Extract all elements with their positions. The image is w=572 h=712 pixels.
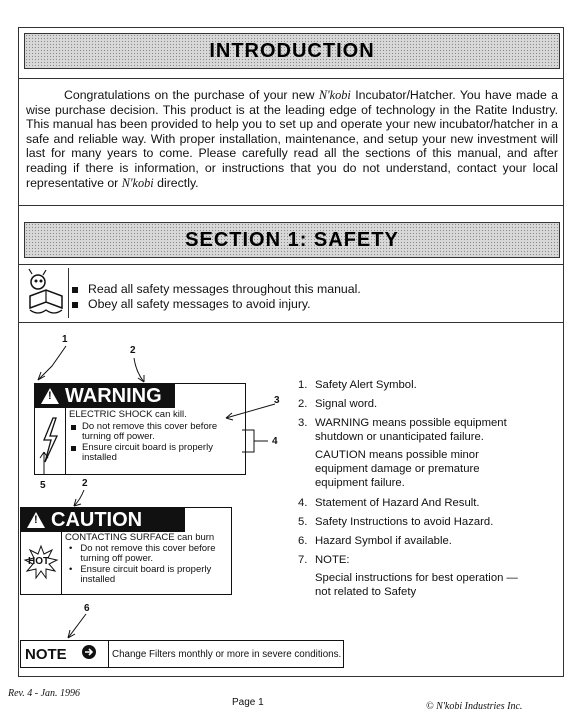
callout-arrow [28,344,88,388]
caution-header [21,508,185,532]
divider [18,322,564,323]
safety-alert-icon: ! [41,388,59,404]
legend-subtext: Special instructions for best operation — not related to Safety [315,572,518,598]
introduction-banner [24,33,560,69]
warning-header [35,384,175,408]
divider [18,264,564,265]
intro-part-2: Incubator/Hatcher. You have made a wise purchase decision. This product is at the leading edge of technology in the Ratite Industry. This manual has been provided to help you to set up and operate your new incubator/hatcher in a safe and reliable way. With proper installation, maintenance, and setup your new investment will last for many years to come. Please carefully read all the sections of this manual, and after reading if there is information, or instructions that you do not understand, contact your local representative or [26,88,558,190]
hot-surface-icon [21,532,62,594]
note-header [21,641,109,667]
list-item: • Do not remove this cover before turning off power. [65,544,220,565]
caution-label-example [20,507,232,595]
legend-text: Safety Instructions to avoid Hazard. [315,516,494,528]
instruction-text: Do not remove this cover before turning off power. [82,420,218,442]
note-arrow-icon [81,644,97,664]
callout-number: 1 [62,334,68,345]
list-item [69,422,245,443]
brand-name: N'kobi [318,88,351,102]
copyright-label: © N'kobi Industries Inc. [426,701,523,712]
legend-text: Safety Alert Symbol. [315,379,417,391]
divider [18,78,564,79]
bullet-text: Read all safety messages throughout this manual. [88,282,361,296]
callout-number: 3 [274,395,280,406]
list-item: 4. Statement of Hazard And Result. [298,497,480,509]
callout-number: 4 [272,436,278,447]
legend-text: NOTE: [315,554,350,566]
legend-text: WARNING means possible equipment shutdown or unanticipated failure. [315,417,507,443]
list-item: 7. NOTE: [298,554,350,566]
revision-label: Rev. 4 - Jan. 1996 [8,688,81,699]
hazard-statement: ELECTRIC SHOCK can kill. [69,409,187,420]
divider [18,205,564,206]
instruction-text: Ensure circuit board is properly installed [82,441,213,463]
list-item [72,282,361,297]
caution-text [65,533,220,586]
note-label: NOTE [25,645,67,663]
intro-part-3: directly. [157,175,199,190]
legend-text: Hazard Symbol if available. [315,535,452,547]
hot-label: HOT [28,556,50,567]
brand-name: N'kobi [121,175,154,190]
lightning-bolt-icon [35,408,66,474]
warning-signal-word: WARNING [65,384,162,407]
list-item [72,297,361,312]
caution-signal-word: CAUTION [51,508,143,531]
safety-legend-list [298,378,528,605]
legend-subtext: CAUTION means possible minor equipment damage or premature equipment failure. [315,449,480,489]
list-item: • Ensure circuit board is properly installed [65,565,220,586]
safety-bullets [72,282,361,312]
list-item: 1. Safety Alert Symbol. [298,379,417,391]
hazard-statement: CONTACTING SURFACE can burn [65,532,215,543]
legend-text: Statement of Hazard And Result. [315,497,480,509]
bookworm-reading-icon [24,268,69,318]
callout-arrow [128,356,158,386]
callout-arrow [62,612,92,642]
list-item: 5. Safety Instructions to avoid Hazard. [298,516,494,528]
callout-number: 6 [84,603,90,614]
note-text: Change Filters monthly or more in severe conditions. [112,648,342,660]
note-label-example [20,640,344,668]
list-item [69,443,245,464]
introduction-text [26,88,558,190]
list-item: 3. WARNING means possible equipment shutdown or unanticipated failure. [298,416,528,444]
section-title: SECTION 1: SAFETY [185,228,399,251]
callout-number: 5 [40,480,46,491]
callout-number: 2 [130,345,136,356]
instruction-text: Ensure circuit board is properly installed [80,563,212,585]
introduction-title: INTRODUCTION [209,39,375,62]
page-number: Page 1 [232,697,264,708]
warning-label-example [34,383,246,475]
warning-text [69,410,245,464]
list-item: 2. Signal word. [298,398,378,410]
intro-part-1: Congratulations on the purchase of your new [64,88,319,102]
section-banner [24,222,560,258]
bullet-text: Obey all safety messages to avoid injury. [88,297,311,311]
instruction-text: Do not remove this cover before turning off power. [80,542,216,564]
safety-alert-icon: ! [27,512,45,528]
list-item: 6. Hazard Symbol if available. [298,535,452,547]
legend-text: Signal word. [315,398,378,410]
callout-number: 2 [82,478,88,489]
